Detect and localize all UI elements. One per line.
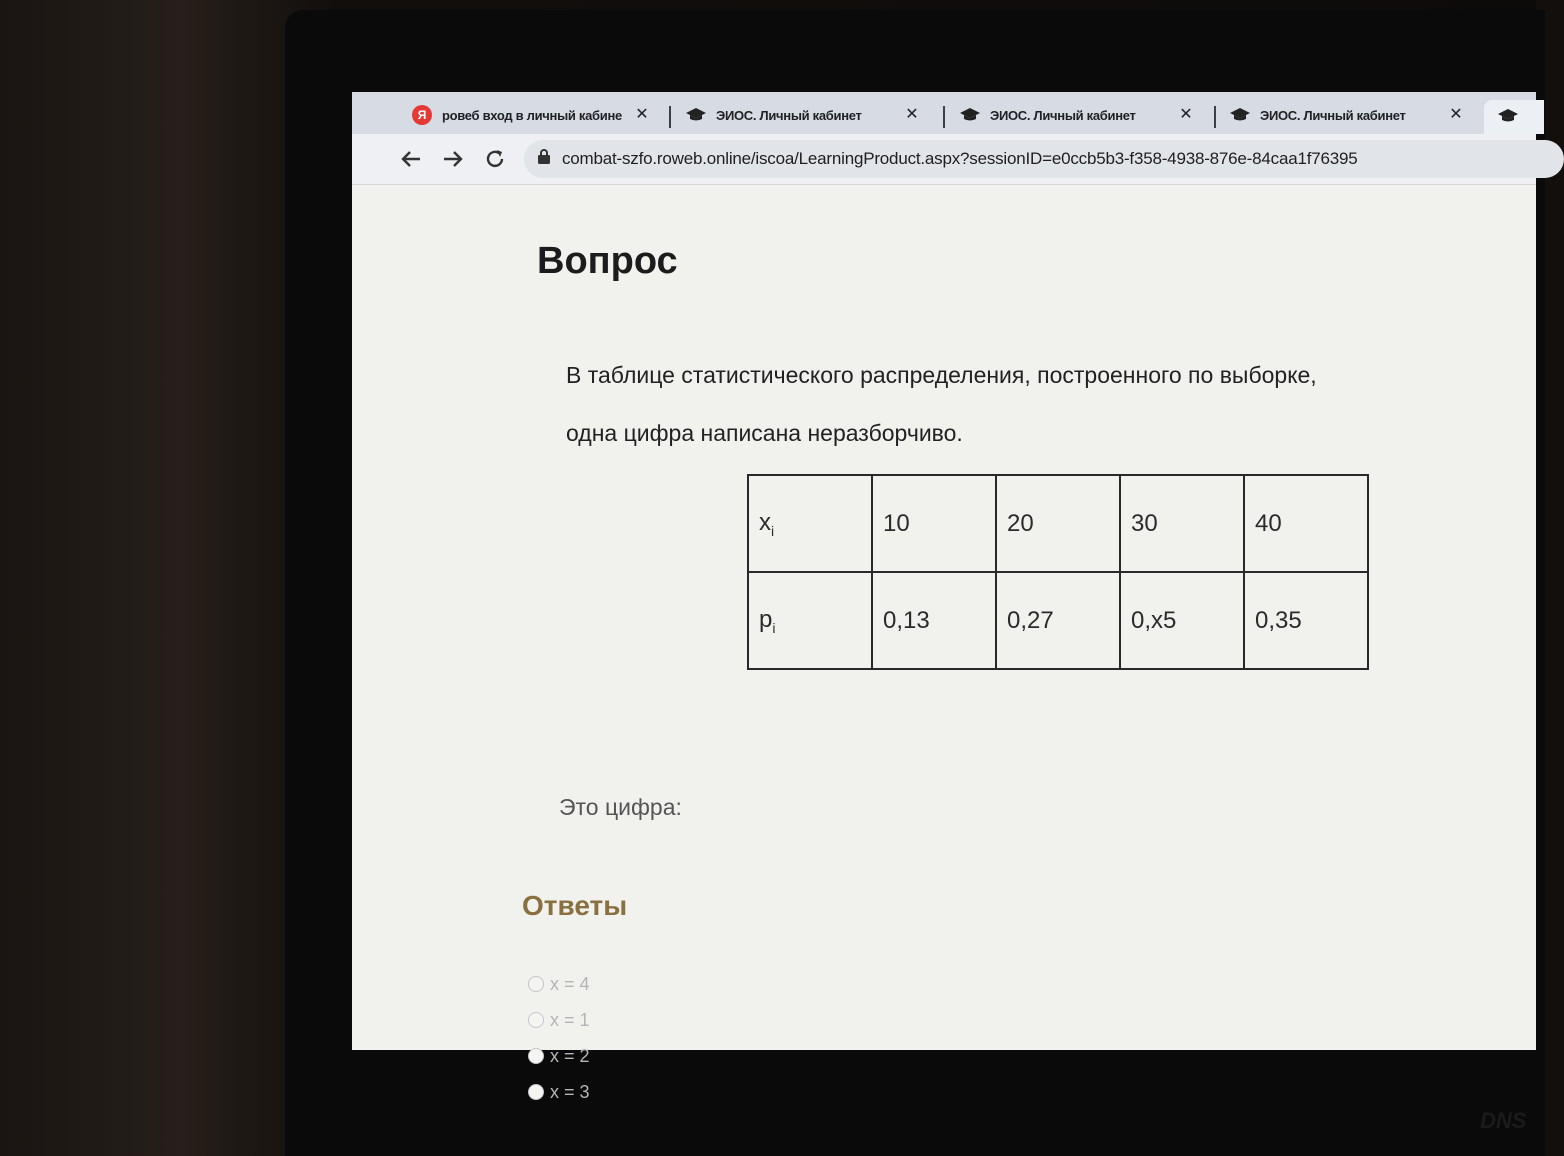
tab-title: ЭИОС. Личный кабинет	[990, 107, 1136, 123]
answer-option[interactable]	[528, 1002, 590, 1038]
tab-eios-1[interactable]	[674, 98, 932, 132]
browser-window	[352, 92, 1536, 1102]
radio-button[interactable]	[528, 1084, 544, 1100]
arrow-left-icon	[400, 148, 422, 170]
table-cell: 30	[1120, 475, 1244, 572]
reload-button[interactable]	[480, 144, 510, 174]
forward-button[interactable]	[438, 144, 468, 174]
tab-separator	[1214, 106, 1216, 128]
page-content	[352, 184, 1536, 1102]
tab-separator	[669, 106, 671, 128]
tab-overflow[interactable]	[1484, 100, 1544, 134]
row-label: p	[759, 605, 773, 633]
arrow-right-icon	[442, 148, 464, 170]
table-cell: 40	[1244, 475, 1368, 572]
reload-icon	[484, 148, 506, 170]
answer-label: x = 1	[550, 1009, 590, 1030]
tab-roweb[interactable]	[400, 98, 658, 132]
answer-option[interactable]	[528, 1074, 590, 1110]
address-bar[interactable]	[524, 140, 1564, 178]
question-prompt: Это цифра:	[559, 794, 682, 820]
graduation-cap-icon	[686, 105, 706, 125]
distribution-table	[747, 474, 1369, 670]
yandex-letter: Я	[412, 105, 432, 125]
yandex-icon	[412, 105, 432, 125]
browser-toolbar	[352, 134, 1536, 185]
table-row-p	[748, 572, 1368, 669]
close-icon[interactable]: ✕	[635, 106, 649, 123]
table-row-x	[748, 475, 1368, 572]
table-cell: 0,x5	[1120, 572, 1244, 669]
radio-button[interactable]	[528, 976, 544, 992]
answers-heading: Ответы	[522, 890, 628, 921]
graduation-cap-icon	[1230, 105, 1250, 125]
question-line: В таблице статистического распределения, построенного по выборке,	[566, 362, 1317, 388]
lock-icon	[538, 149, 550, 169]
graduation-cap-icon	[1498, 109, 1518, 128]
table-cell: 0,13	[872, 572, 996, 669]
tab-eios-2[interactable]	[948, 98, 1206, 132]
table-cell: 0,27	[996, 572, 1120, 669]
row-label-subscript: i	[771, 522, 775, 539]
graduation-cap-icon	[960, 105, 980, 125]
bezel-logo: DNS	[1480, 1108, 1527, 1133]
tab-title: ЭИОС. Личный кабинет	[1260, 107, 1406, 123]
page-title: Вопрос	[537, 240, 678, 282]
close-icon[interactable]: ✕	[1449, 106, 1463, 123]
table-cell: 20	[996, 475, 1120, 572]
address-url: combat-szfo.roweb.online/iscoa/LearningProduct.aspx?sessionID=e0ccb5b3-f358-4938-876e-84caa1f76395	[562, 149, 1358, 168]
question-text	[566, 346, 1466, 462]
radio-button[interactable]	[528, 1048, 544, 1064]
close-icon[interactable]: ✕	[1179, 106, 1193, 123]
row-label: x	[759, 508, 771, 536]
table-cell: 10	[872, 475, 996, 572]
answer-option[interactable]	[528, 966, 590, 1002]
answer-label: x = 4	[550, 973, 590, 994]
row-label-subscript: i	[772, 619, 776, 636]
tab-title: ЭИОС. Личный кабинет	[716, 107, 862, 123]
radio-button[interactable]	[528, 1012, 544, 1028]
table-cell: 0,35	[1244, 572, 1368, 669]
answer-label: x = 3	[550, 1081, 590, 1102]
answer-label: x = 2	[550, 1045, 590, 1066]
question-line: одна цифра написана неразборчиво.	[566, 420, 963, 446]
tab-eios-3[interactable]	[1218, 98, 1476, 132]
answer-list	[528, 966, 590, 1110]
back-button[interactable]	[396, 144, 426, 174]
tab-strip	[352, 92, 1536, 134]
close-icon[interactable]: ✕	[905, 106, 919, 123]
table-header-cell	[748, 572, 872, 669]
tab-separator	[943, 106, 945, 128]
tab-title: ровеб вход в личный кабине	[442, 107, 622, 123]
table-header-cell	[748, 475, 872, 572]
answer-option[interactable]	[528, 1038, 590, 1074]
